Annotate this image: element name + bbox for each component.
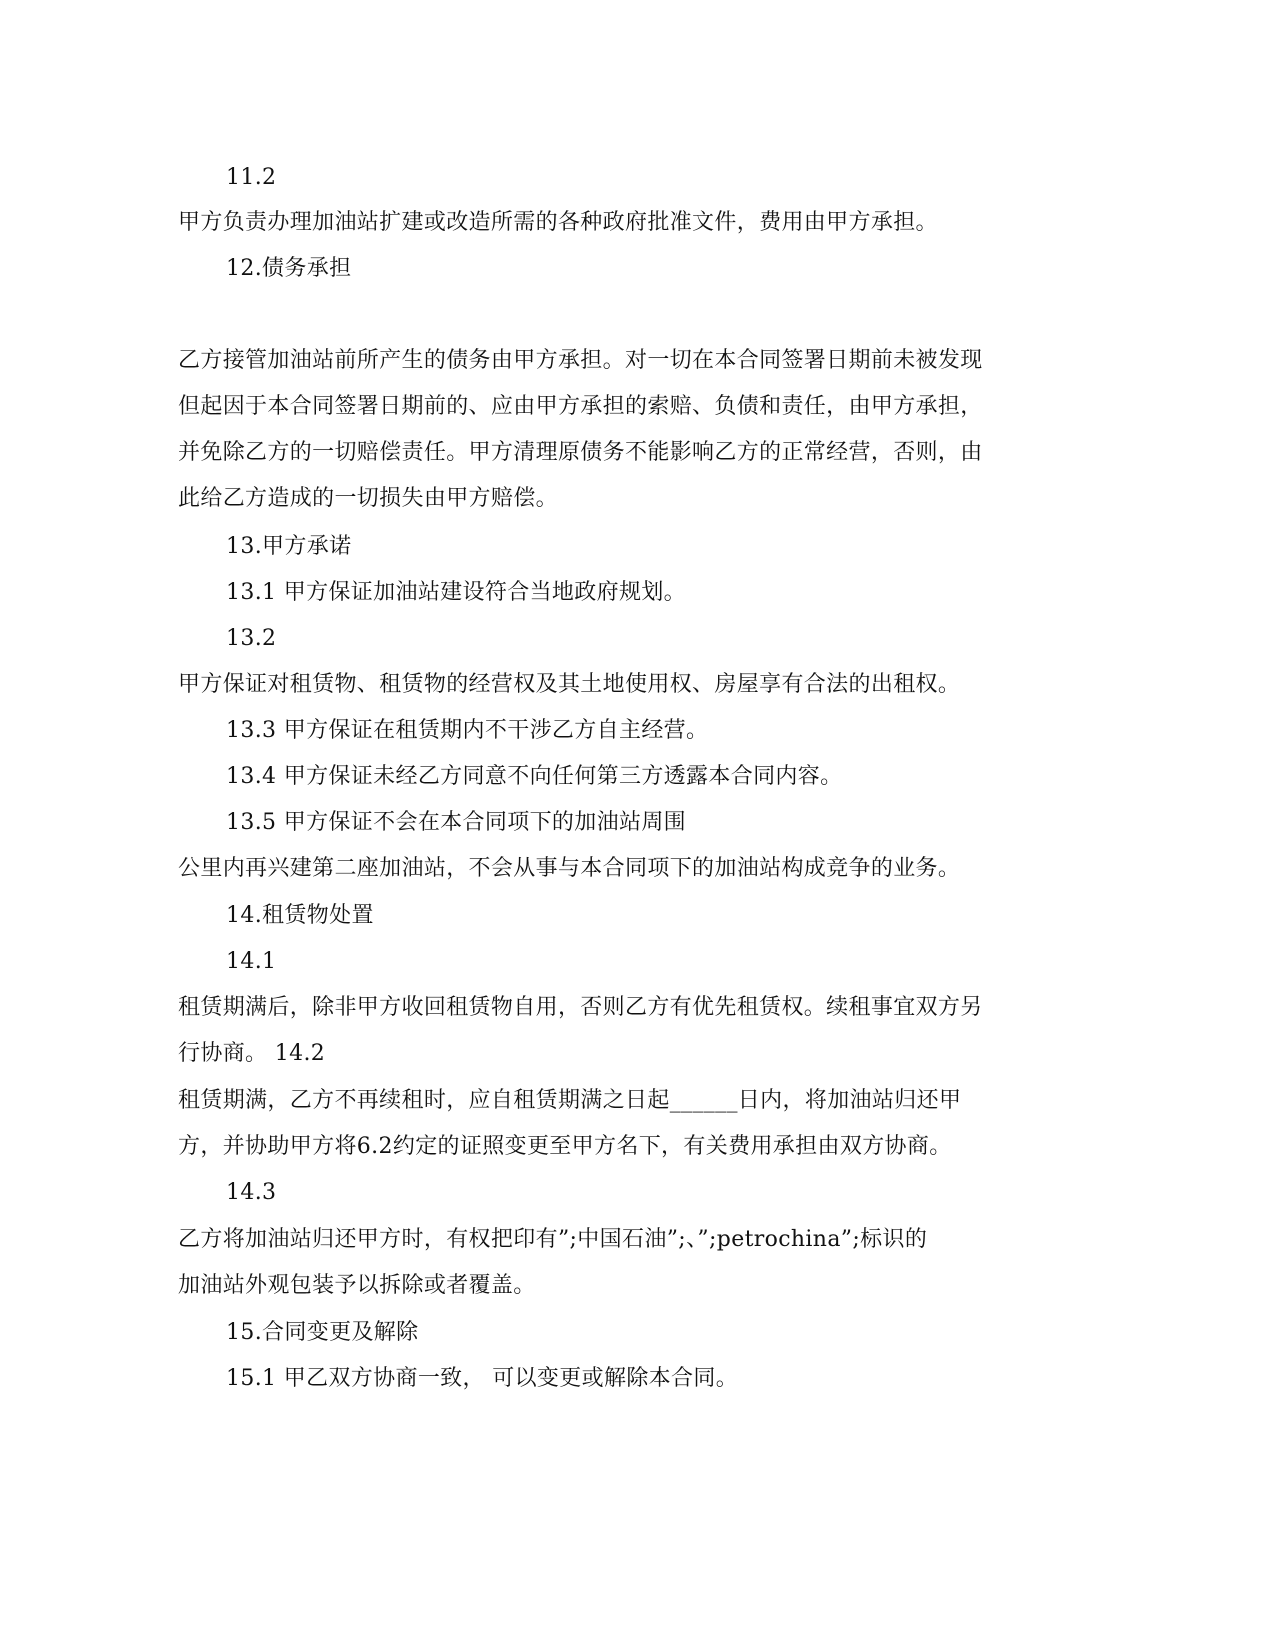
clause-14-2-text-line-2: 方，并协助甲方将6.2约定的证照变更至甲方名下，有关费用承担由双方协商。 xyxy=(178,1134,952,1159)
section-12-paragraph-line-3: 并免除乙方的一切赔偿责任。甲方清理原债务不能影响乙方的正常经营，否则，由 xyxy=(178,440,983,465)
section-12-paragraph-line-2: 但起因于本合同签署日期前的、应由甲方承担的索赔、负债和责任，由甲方承担， xyxy=(178,394,983,419)
section-14-heading: 14.租赁物处置 xyxy=(226,903,374,928)
clause-14-3-number: 14.3 xyxy=(226,1180,277,1205)
clause-11-2-text: 甲方负责办理加油站扩建或改造所需的各种政府批准文件，费用由甲方承担。 xyxy=(178,210,938,235)
section-12-paragraph-line-1: 乙方接管加油站前所产生的债务由甲方承担。对一切在本合同签署日期前未被发现 xyxy=(178,348,983,373)
clause-13-1: 13.1 甲方保证加油站建设符合当地政府规划。 xyxy=(226,580,687,605)
clause-13-4: 13.4 甲方保证未经乙方同意不向任何第三方透露本合同内容。 xyxy=(226,764,843,789)
clause-13-2-text: 甲方保证对租赁物、租赁物的经营权及其土地使用权、房屋享有合法的出租权。 xyxy=(178,672,961,697)
section-12-heading: 12.债务承担 xyxy=(226,256,352,281)
section-13-heading: 13.甲方承诺 xyxy=(226,534,352,559)
clause-11-2-number: 11.2 xyxy=(226,165,277,190)
clause-13-3: 13.3 甲方保证在租赁期内不干涉乙方自主经营。 xyxy=(226,718,709,743)
clause-13-5: 13.5 甲方保证不会在本合同项下的加油站周围 xyxy=(226,810,687,835)
clause-13-5-continued: 公里内再兴建第二座加油站，不会从事与本合同项下的加油站构成竞争的业务。 xyxy=(178,856,961,881)
clause-15-1: 15.1 甲乙双方协商一致， 可以变更或解除本合同。 xyxy=(226,1366,739,1391)
clause-14-2-text-line-1: 租赁期满，乙方不再续租时，应自租赁期满之日起______日内，将加油站归还甲 xyxy=(178,1088,962,1113)
clause-14-1-number: 14.1 xyxy=(226,949,277,974)
section-15-heading: 15.合同变更及解除 xyxy=(226,1320,419,1345)
clause-14-1-text-line-1: 租赁期满后，除非甲方收回租赁物自用，否则乙方有优先租赁权。续租事宜双方另 xyxy=(178,995,983,1020)
clause-14-3-text-line-2: 加油站外观包装予以拆除或者覆盖。 xyxy=(178,1273,536,1298)
clause-14-1-text-line-2: 行协商。 14.2 xyxy=(178,1041,326,1066)
clause-13-2-number: 13.2 xyxy=(226,626,277,651)
section-12-paragraph-line-4: 此给乙方造成的一切损失由甲方赔偿。 xyxy=(178,486,558,511)
clause-14-3-text-line-1: 乙方将加油站归还甲方时，有权把印有”;中国石油”;、”;petrochina”;标识的 xyxy=(178,1227,928,1252)
